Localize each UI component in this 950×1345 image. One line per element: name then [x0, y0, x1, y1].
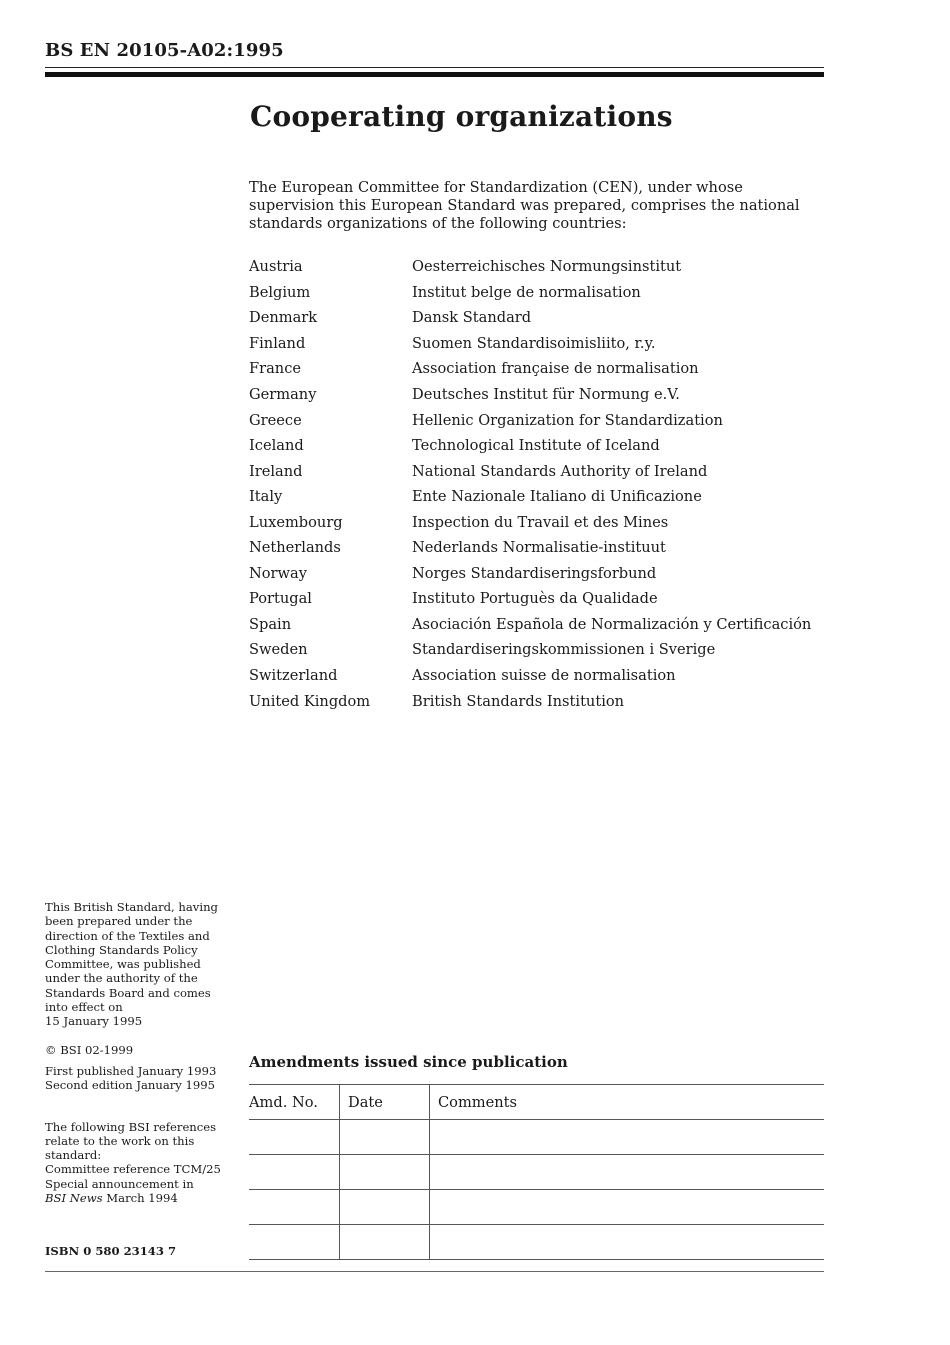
organization-cell: Hellenic Organization for Standardization [412, 411, 723, 429]
organization-cell: Norges Standardiseringsforbund [412, 564, 657, 582]
country-cell: Austria [249, 258, 303, 276]
committee-reference: Committee reference TCM/25 [45, 1162, 221, 1177]
comments-cell [430, 1225, 825, 1260]
bsi-references [45, 1120, 235, 1206]
table-row [249, 1120, 824, 1155]
country-cell: Greece [249, 411, 302, 429]
country-cell: Denmark [249, 309, 318, 327]
amd-no-cell [249, 1120, 340, 1155]
country-cell: Portugal [249, 590, 312, 608]
organization-cell: Inspection du Travail et des Mines [412, 513, 669, 531]
organization-cell: Instituto Portuguès da Qualidade [412, 590, 658, 608]
amendments-heading: Amendments issued since publication [249, 1053, 568, 1071]
date-cell [340, 1190, 430, 1225]
country-cell: United Kingdom [249, 692, 371, 710]
page-title: Cooperating organizations [250, 100, 673, 133]
country-cell: Finland [249, 334, 306, 352]
table-row [249, 561, 829, 587]
copyright-notice: © BSI 02-1999 [45, 1042, 134, 1057]
table-row [249, 280, 829, 306]
organization-cell: Nederlands Normalisatie-instituut [412, 539, 666, 557]
comments-cell [430, 1120, 825, 1155]
footer-rule [45, 1271, 824, 1272]
date-cell [340, 1120, 430, 1155]
comments-cell [430, 1155, 825, 1190]
organization-cell: British Standards Institution [412, 692, 625, 710]
publication-statement-text: This British Standard, having been prepared under the direction of the Textiles and Clothing Standards Policy Committee, was published under the authority of the Standards Board and comes into effect on [45, 900, 218, 1015]
table-row [249, 433, 829, 459]
publication-history [45, 1064, 235, 1093]
isbn: ISBN 0 580 23143 7 [45, 1244, 177, 1258]
organization-cell: National Standards Authority of Ireland [412, 462, 708, 480]
comments-cell [430, 1190, 825, 1225]
country-cell: Norway [249, 564, 307, 582]
table-row [249, 331, 829, 357]
country-cell: Belgium [249, 283, 311, 301]
organization-cell: Association suisse de normalisation [412, 667, 676, 685]
table-row [249, 1190, 824, 1225]
country-cell: Spain [249, 615, 292, 633]
organization-cell: Institut belge de normalisation [412, 283, 641, 301]
table-row [249, 254, 829, 280]
table-row [249, 356, 829, 382]
intro-paragraph: The European Committee for Standardization (CEN), under whose supervision this European Standard was prepared, comprises the national standards organizations of the following countries: [249, 179, 800, 232]
header-rule-thin [45, 67, 824, 68]
organization-cell: Asociación Española de Normalización y Certificación [412, 615, 812, 633]
organization-cell: Deutsches Institut für Normung e.V. [412, 386, 680, 403]
announcement-date: March 1994 [106, 1191, 178, 1206]
column-header-amd-no: Amd. No. [249, 1085, 340, 1120]
references-intro: The following BSI references relate to the work on this standard: [45, 1119, 217, 1163]
announcement-prefix: Special announcement in [45, 1176, 194, 1191]
organizations-table [249, 254, 829, 714]
country-cell: Luxembourg [249, 513, 343, 531]
amendments-table [249, 1084, 824, 1260]
table-row [249, 458, 829, 484]
amd-no-cell [249, 1155, 340, 1190]
country-cell: Germany [249, 386, 317, 403]
table-row [249, 663, 829, 689]
document-id: BS EN 20105-A02:1995 [45, 40, 284, 61]
sidebar [45, 900, 235, 1205]
table-row [249, 586, 829, 612]
date-cell [340, 1225, 430, 1260]
table-row [249, 382, 829, 408]
organization-cell: Ente Nazionale Italiano di Unificazione [412, 488, 702, 506]
date-cell [340, 1155, 430, 1190]
amd-no-cell [249, 1225, 340, 1260]
organization-cell: Oesterreichisches Normungsinstitut [412, 258, 682, 276]
organization-cell: Technological Institute of Iceland [412, 437, 660, 455]
amd-no-cell [249, 1190, 340, 1225]
organization-cell: Suomen Standardisoimisliito, r.y. [412, 334, 656, 352]
amendments-header-row [249, 1085, 824, 1120]
effective-date: 15 January 1995 [45, 1014, 143, 1029]
column-header-comments: Comments [430, 1085, 825, 1120]
country-cell: Netherlands [249, 539, 341, 557]
organization-cell: Dansk Standard [412, 309, 532, 327]
country-cell: Ireland [249, 462, 303, 480]
announcement-publication: BSI News [45, 1191, 103, 1206]
table-row [249, 535, 829, 561]
table-row [249, 688, 829, 714]
table-row [249, 509, 829, 535]
table-row [249, 612, 829, 638]
table-row [249, 305, 829, 331]
country-cell: Sweden [249, 641, 308, 659]
first-published: First published January 1993 [45, 1063, 217, 1078]
table-row [249, 1225, 824, 1260]
table-row [249, 637, 829, 663]
organization-cell: Standardiseringskommissionen i Sverige [412, 641, 716, 659]
column-header-date: Date [340, 1085, 430, 1120]
country-cell: France [249, 360, 302, 378]
country-cell: Italy [249, 488, 283, 506]
country-cell: Iceland [249, 437, 304, 455]
second-edition: Second edition January 1995 [45, 1078, 216, 1093]
organization-cell: Association française de normalisation [412, 360, 699, 378]
country-cell: Switzerland [249, 667, 338, 685]
header-rule-thick [45, 72, 824, 77]
table-row [249, 1155, 824, 1190]
table-row [249, 407, 829, 433]
publication-statement [45, 900, 235, 1029]
table-row [249, 484, 829, 510]
